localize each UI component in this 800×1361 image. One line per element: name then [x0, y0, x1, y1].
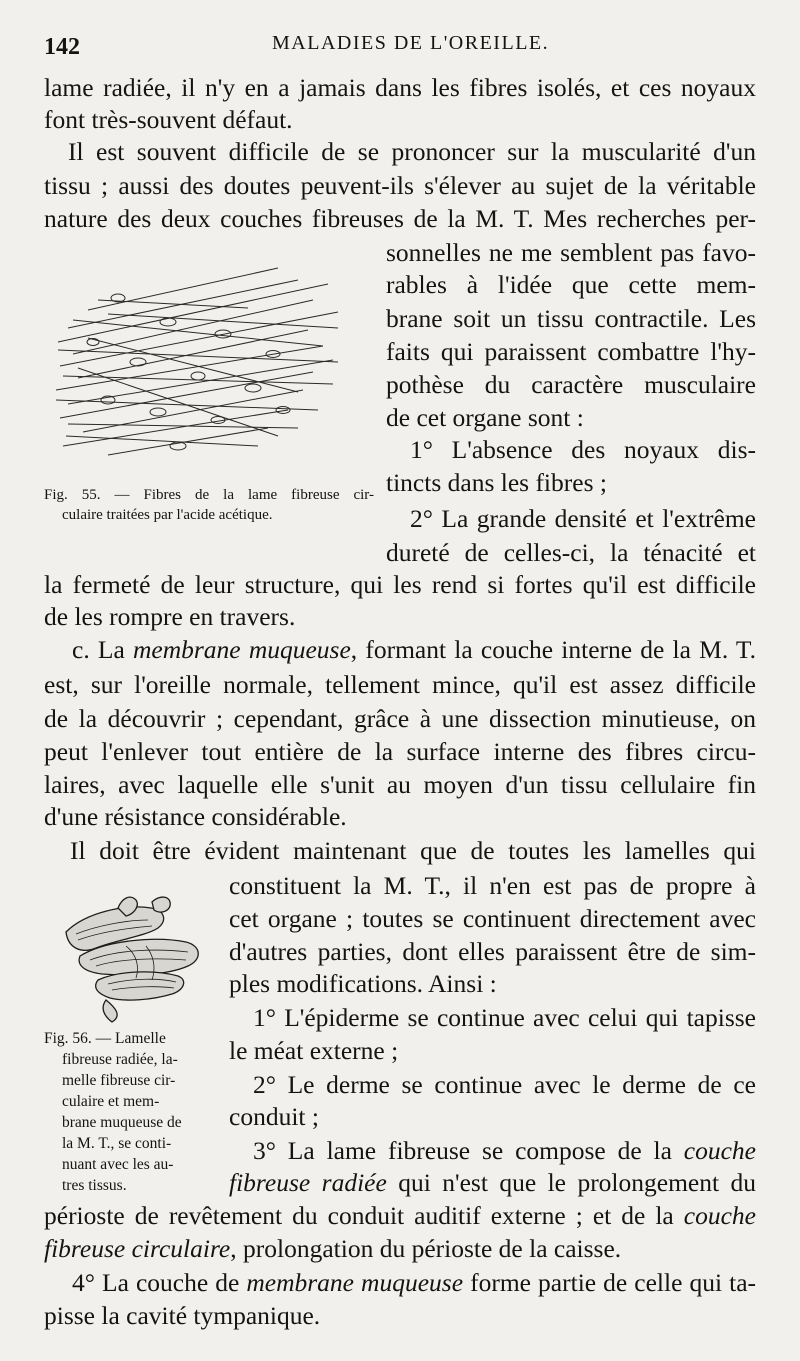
text-line: pisse la cavité tympanique.: [44, 1301, 321, 1330]
text-line: 2° La grande densité et l'extrême: [410, 504, 756, 533]
page-number: 142: [44, 34, 80, 60]
text-line: 4° La couche de membrane muqueuse forme partie de celle qui ta-: [72, 1268, 757, 1297]
text-line: dureté de celles-ci, la ténacité et: [386, 538, 756, 567]
text-line: constituent la M. T., il n'en est pas de propre à: [229, 871, 756, 900]
text-line: est, sur l'oreille normale, tellement mince, qu'il est assez difficile: [44, 670, 756, 699]
text-line: pothèse du caractère musculaire: [386, 370, 756, 399]
figure-55-caption-line: culaire traitées par l'acide acétique.: [62, 507, 273, 523]
text-line: c. La membrane muqueuse, formant la couche interne de la M. T.: [72, 635, 756, 664]
figure-56-caption-line: la M. T., se conti-: [62, 1135, 172, 1152]
text-line: conduit ;: [229, 1102, 319, 1131]
text-line: peut l'enlever tout entière de la surface interne des fibres circu-: [44, 737, 756, 766]
text-line: 1° L'épiderme se continue avec celui qui tapisse: [253, 1003, 756, 1032]
text-line: lame radiée, il n'y en a jamais dans les fibres isolés, et ces noyaux: [44, 73, 756, 102]
running-title: MALADIES DE L'OREILLE.: [272, 32, 550, 54]
figure-56-caption-line: Fig. 56. — Lamelle: [44, 1030, 166, 1047]
page-header: [44, 28, 760, 68]
text-line: nature des deux couches fibreuses de la M. T. Mes recherches per-: [44, 204, 756, 233]
figure-56-caption-line: fibreuse radiée, la-: [62, 1051, 178, 1068]
text-line: de les rompre en travers.: [44, 602, 296, 631]
text-line: rables à l'idée que cette mem-: [386, 270, 756, 299]
text-line: brane soit un tissu contractile. Les: [386, 304, 756, 333]
membrane-illustration: [56, 890, 226, 1025]
text-line: 3° La lame fibreuse se compose de la couche: [253, 1136, 756, 1165]
text-line: 1° L'absence des noyaux dis-: [410, 435, 756, 464]
text-line: font très-souvent défaut.: [44, 105, 293, 134]
text-line: de cet organe sont :: [386, 403, 584, 432]
text-line: le méat externe ;: [229, 1036, 399, 1065]
text-line: périoste de revêtement du conduit auditif externe ; et de la couche: [44, 1201, 756, 1230]
text-line: d'une résistance considérable.: [44, 802, 347, 831]
text-line: Il doit être évident maintenant que de toutes les lamelles qui: [70, 836, 756, 865]
text-line: fibreuse circulaire, prolongation du périoste de la caisse.: [44, 1234, 622, 1263]
figure-56-caption-line: brane muqueuse de: [62, 1114, 182, 1131]
text-line: cet organe ; toutes se continuent directement avec: [229, 904, 756, 933]
text-line: la fermeté de leur structure, qui les rend si fortes qu'il est difficile: [44, 570, 756, 599]
text-line: 2° Le derme se continue avec le derme de ce: [253, 1070, 756, 1099]
fibres-illustration: [48, 250, 348, 470]
text-line: faits qui paraissent combattre l'hy-: [386, 337, 756, 366]
text-line: tissu ; aussi des doutes peuvent-ils s'élever au sujet de la véritable: [44, 171, 756, 200]
text-line: tincts dans les fibres ;: [386, 468, 607, 497]
figure-56-caption-line: melle fibreuse cir-: [62, 1072, 176, 1089]
figure-55-caption-line: Fig. 55. — Fibres de la lame fibreuse cir-: [44, 487, 374, 503]
text-line: fibreuse radiée qui n'est que le prolongement du: [229, 1168, 757, 1197]
text-line: d'autres parties, dont elles paraissent être de sim-: [229, 937, 756, 966]
figure-56-caption-line: nuant avec les au-: [62, 1156, 174, 1173]
text-line: Il est souvent difficile de se prononcer sur la muscularité d'un: [68, 137, 756, 166]
text-line: ples modifications. Ainsi :: [229, 969, 497, 998]
text-line: sonnelles ne me semblent pas favo-: [386, 238, 756, 267]
text-line: de la découvrir ; cependant, grâce à une dissection minutieuse, on: [44, 704, 756, 733]
figure-56-caption-line: culaire et mem-: [62, 1093, 160, 1110]
text-line: laires, avec laquelle elle s'unit au moyen d'un tissu cellulaire fin: [44, 770, 756, 799]
figure-56-caption-line: tres tissus.: [62, 1177, 127, 1194]
